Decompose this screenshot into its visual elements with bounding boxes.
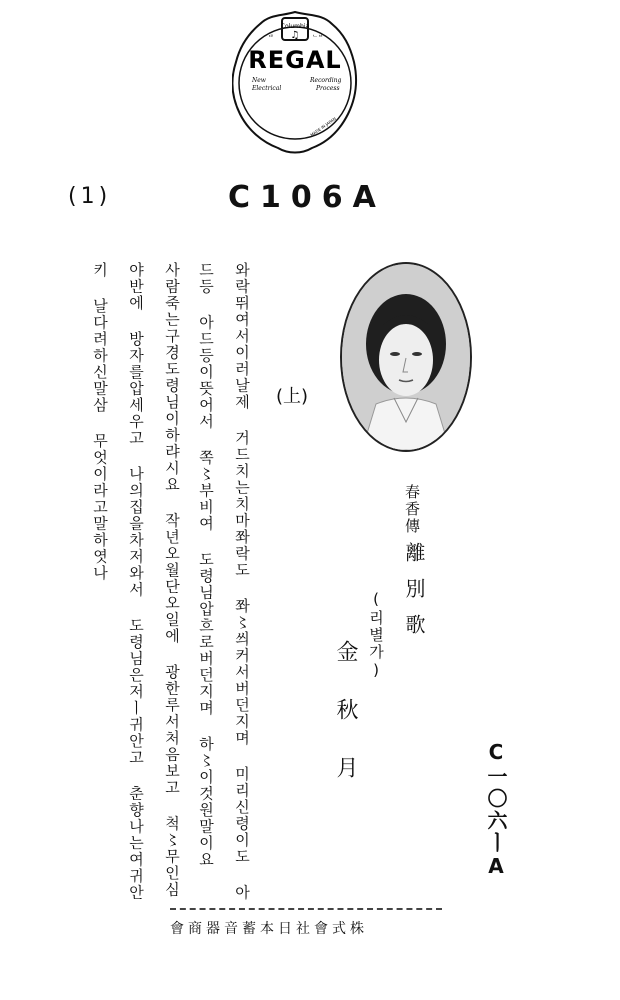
section-mark: (上) (276, 386, 309, 407)
lyrics-column-5: 키 날다려하신말삼 무엇이라고말하엿나 (91, 262, 109, 582)
logo-tagline-right-1: Recording (310, 77, 342, 84)
page-number: (1) (68, 184, 112, 209)
singer-portrait (340, 262, 472, 452)
publisher-name: 株式會社日本蓄音器商會 (170, 921, 368, 937)
logo-tagline-left-2: Electrical (252, 85, 282, 92)
footer-divider (170, 908, 442, 910)
logo-brand: REGAL (248, 46, 342, 74)
catalog-number: C106A (228, 180, 386, 215)
logo-top-right: ᄂᄇ (312, 35, 324, 42)
logo-badge: Columbia (280, 23, 310, 30)
lyrics-column-3: 사람죽는구경도령님이하랴시요 작년오월단오일에 광한루서처음보고 척〻무인심 (163, 262, 181, 898)
logo-top-left: ᄃᄆ (268, 35, 274, 42)
record-number-vertical: C一〇六ㅣA (484, 740, 508, 880)
song-title-reading: (리별가) (367, 590, 385, 681)
logo-bottom: MADE IN JAPAN (309, 116, 337, 138)
logo-tagline-right-2: Process (316, 85, 340, 92)
music-note-icon: ♫ (290, 30, 300, 41)
lyrics-column-4: 야반에 방자를압세우고 나의집을차저와서 도령님은저ㅣ귀안고 춘향나는여귀안 (127, 262, 145, 901)
portrait-image (342, 264, 470, 450)
lyrics-column-1: 와락뛰여서이러날제 거드치는치마쫘락도 쫘〻씌커서버던지며 미리신령이도 아 (233, 262, 251, 901)
logo-tagline-left-1: New (252, 77, 266, 84)
regal-logo (232, 10, 358, 158)
story-title: 春香傳 (403, 484, 421, 535)
song-title: 離別歌 (402, 542, 426, 650)
singer-name: 金秋月 (333, 640, 358, 814)
lyrics-column-2: 드등 아드등이뜻어서 쪽〻부비여 도령님압흐로버던지며 하〻이것원말이요 (197, 262, 215, 868)
